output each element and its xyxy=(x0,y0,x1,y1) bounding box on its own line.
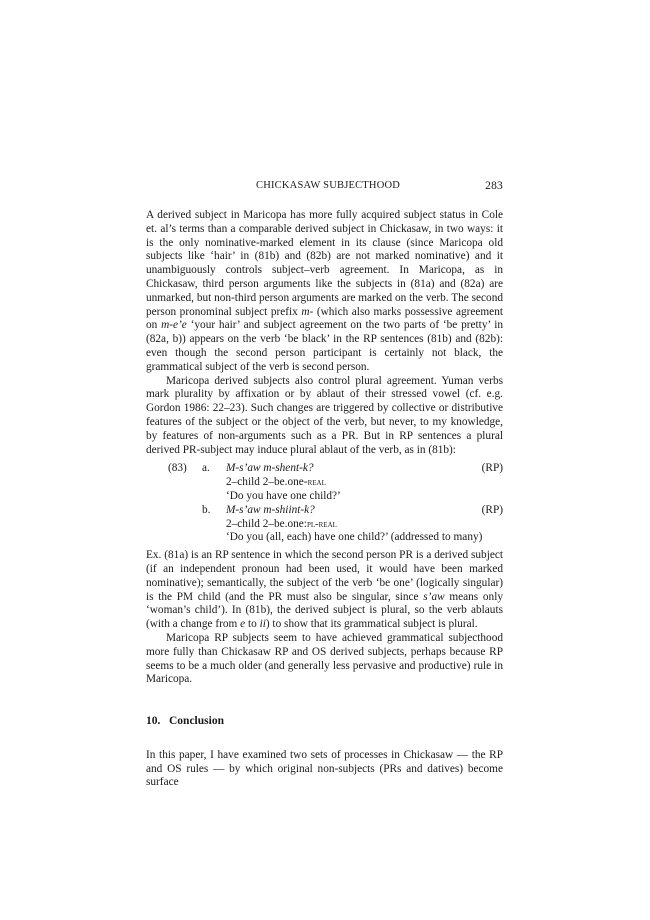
example-83a-form-row xyxy=(146,462,503,476)
example-letter-a: a. xyxy=(202,462,210,475)
e-italic: e xyxy=(240,618,246,631)
example-number: (83) xyxy=(168,462,187,475)
paragraph-maricopa-derived-subject: A derived subject in Maricopa has more fully acquired subject status in Cole et. al’s terms than a comparable derived subject in Chickasaw, in two ways: it is the only nominative-marked element in its clause (since Maricopa old subjects like ‘hair’ in (81b) and (82b) are not marked nominative) and it unambiguously controls subject–verb agreement. In Maricopa, as in Chickasaw, third person arguments like the subjects in (81a) and (82a) are unmarked, but non-third person arguments are marked on the verb. The second person pronominal subject prefix m- (which also marks possessive agreement on m-e’e ‘your hair’ and subject agreement on the two parts of ‘be pretty’ in (82a, b)) appears on the verb ‘be black’ in the RP sentences (81b) and (82b): even though the second person participant is certainly not black, the grammatical subject of the verb is second person. xyxy=(146,209,503,373)
running-head-title: CHICKASAW SUBJECTHOOD xyxy=(256,180,401,191)
saw-italic: s’aw xyxy=(423,590,445,603)
example-83a-gloss-row xyxy=(146,476,503,490)
example-83b-translation: ‘Do you (all, each) have one child?’ (addressed to many) xyxy=(226,531,483,544)
example-letter-b: b. xyxy=(202,503,211,516)
paragraph-ex-81a: Ex. (81a) is an RP sentence in which the second person PR is a derived subject (if an independent pronoun had been used, it would have been marked nominative); semantically, the subject of the verb ‘be one’ (logically singular) is the PM child (and the PR must also be singular, since s’aw means only ‘woman’s child’). In (81b), the derived subject is plural, so the verb ablauts (with a change from e to ii) to show that its grammatical subject is plural. xyxy=(146,549,503,631)
example-83b-form-row xyxy=(146,504,503,518)
body-text xyxy=(146,209,503,790)
ii-italic: ii xyxy=(259,618,266,631)
m-prefix-italic: m- xyxy=(301,305,314,318)
m-e-e-italic: m-e’e xyxy=(161,319,187,332)
paragraph-maricopa-rp-subjects: Maricopa RP subjects seem to have achieved grammatical subjecthood more fully than Chickasaw RP and OS derived subjects, perhaps because RP seems to be a much older (and generally less pervasive and productive) rule in Maricopa. xyxy=(146,631,503,686)
example-83a-tag: (RP) xyxy=(481,462,503,475)
example-83a-translation-row xyxy=(146,490,503,504)
example-83b-tag: (RP) xyxy=(481,503,503,516)
paragraph-plural-agreement: Maricopa derived subjects also control plural agreement. Yuman verbs mark plurality by affixation or by ablaut of their stressed vowel (cf. e.g. Gordon 1986: 22–23). Such changes are triggered by collective or distributive features of the subject or the object of the verb, but never, to my knowledge, by features of non-arguments such as a PR. But in RP sentences a plural derived PR-subject may induce plural ablaut of the verb, as in (81b): xyxy=(146,374,503,456)
paragraph-conclusion: In this paper, I have examined two sets of processes in Chickasaw — the RP and OS rules — by which original non-subjects (PRs and datives) become surface xyxy=(146,748,503,789)
example-83b-form: M-s’aw m-shiint-k? xyxy=(226,503,315,516)
example-83a-form: M-s’aw m-shent-k? xyxy=(226,462,314,475)
example-83a-gloss: 2–child 2–be.one-real xyxy=(226,476,326,489)
example-83a-translation: ‘Do you have one child?’ xyxy=(226,489,341,502)
section-heading-conclusion: 10. Conclusion xyxy=(146,715,224,728)
example-83b-gloss: 2–child 2–be.one:pl-real xyxy=(226,517,337,530)
example-83b-gloss-row xyxy=(146,518,503,532)
example-83b-translation-row xyxy=(146,531,503,545)
page-number: 283 xyxy=(485,180,503,192)
example-83 xyxy=(146,462,503,545)
